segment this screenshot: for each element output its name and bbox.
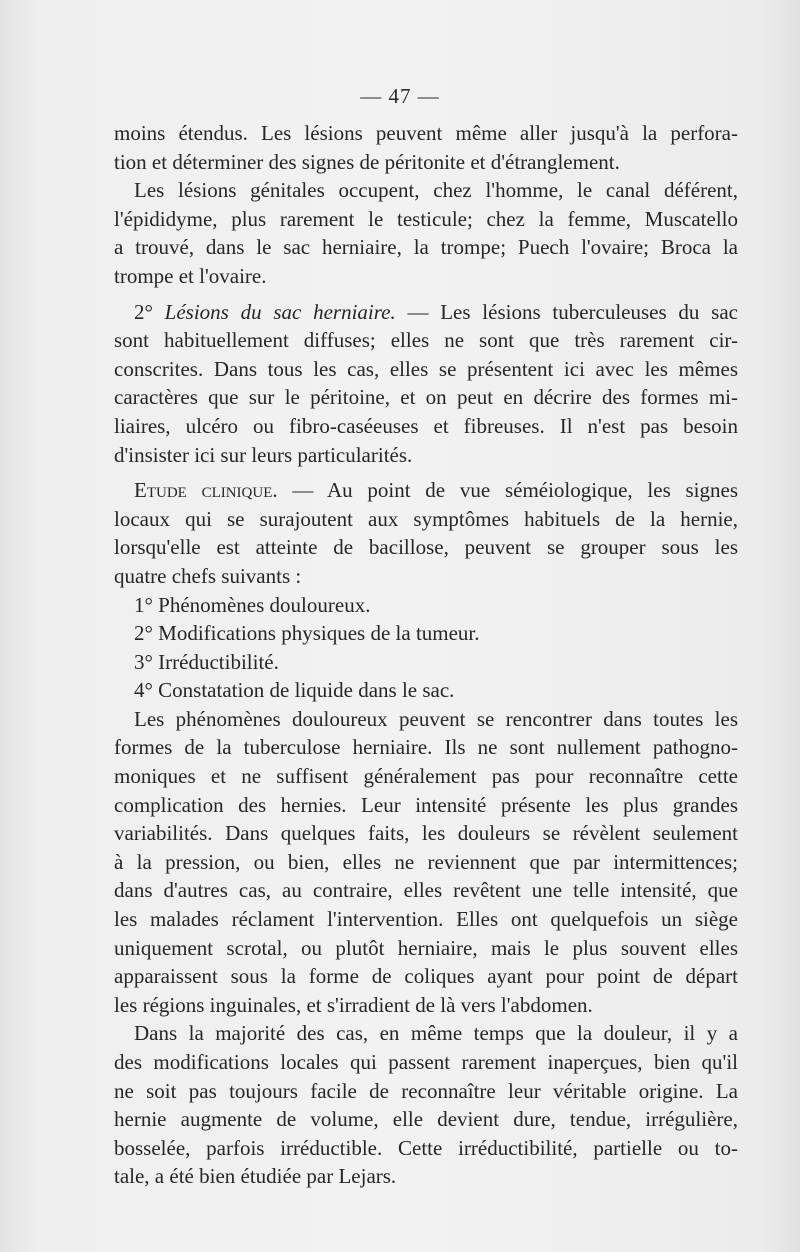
- section-number: 2°: [134, 299, 165, 324]
- text-line: ne soit pas toujours facile de reconnaître leur véritable origine. La: [114, 1078, 738, 1103]
- clinical-heading-line: [114, 476, 738, 505]
- clinical-lead: — Au point de vue séméiologique, les signes: [277, 478, 738, 503]
- text-line: bosselée, parfois irréductible. Cette irréductibilité, partielle ou to-: [114, 1135, 738, 1160]
- text-line: variabilités. Dans quelques faits, les douleurs se révèlent seulement: [114, 821, 738, 846]
- text-line: a trouvé, dans le sac herniaire, la trompe; Puech l'ovaire; Broca la: [114, 235, 738, 260]
- list-item: 1° Phénomènes douloureux.: [134, 592, 371, 617]
- section-title: Lésions du sac herniaire.: [164, 299, 396, 324]
- section-lead: — Les lésions tuberculeuses du sac: [395, 299, 738, 324]
- text-line: locaux qui se surajoutent aux symptômes habituels de la hernie,: [114, 506, 738, 531]
- text-line: formes de la tuberculose herniaire. Ils ne sont nullement pathogno-: [114, 735, 738, 760]
- text-line: conscrites. Dans tous les cas, elles se présentent ici avec les mêmes: [114, 356, 738, 381]
- text-line: les régions inguinales, et s'irradient de là vers l'abdomen.: [114, 992, 593, 1017]
- text-line: l'épididyme, plus rarement le testicule; chez la femme, Muscatello: [114, 206, 738, 231]
- section-heading-line: [114, 298, 738, 327]
- text-line: complication des hernies. Leur intensité présente les plus grandes: [114, 792, 738, 817]
- text-line: d'insister ici sur leurs particularités.: [114, 442, 413, 467]
- text-line: hernie augmente de volume, elle devient dure, tendue, irrégulière,: [114, 1107, 738, 1132]
- text-line: les malades réclament l'intervention. Elles ont quelquefois un siège: [114, 907, 738, 932]
- text-line: Les phénomènes douloureux peuvent se rencontrer dans toutes les: [134, 706, 738, 731]
- text-line: quatre chefs suivants :: [114, 563, 302, 588]
- text-line: trompe et l'ovaire.: [114, 263, 267, 288]
- text-line: des modifications locales qui passent rarement inaperçues, bien qu'il: [114, 1050, 738, 1074]
- text-line: lorsqu'elle est atteinte de bacillose, peuvent se grouper sous les: [114, 535, 738, 560]
- text-line: Les lésions génitales occupent, chez l'homme, le canal déférent,: [134, 178, 738, 203]
- body-text: [114, 119, 738, 1191]
- text-line: Dans la majorité des cas, en même temps que la douleur, il y a: [134, 1021, 738, 1046]
- text-line: tion et déterminer des signes de péritonite et d'étranglement.: [114, 149, 620, 174]
- list-item: 3° Irréductibilité.: [134, 649, 279, 674]
- text-line: moniques et ne suffisent généralement pas pour reconnaître cette: [114, 764, 738, 789]
- text-line: apparaissent sous la forme de coliques ayant pour point de départ: [114, 964, 738, 989]
- text-line: sont habituellement diffuses; elles ne sont que très rarement cir-: [114, 328, 738, 353]
- text-line: tale, a été bien étudiée par Lejars.: [114, 1164, 397, 1189]
- list-item: 2° Modifications physiques de la tumeur.: [134, 621, 480, 646]
- clinical-heading: Etude clinique.: [134, 478, 278, 503]
- list-item: 4° Constatation de liquide dans le sac.: [134, 678, 455, 703]
- text-line: à la pression, ou bien, elles ne reviennent que par intermittences;: [114, 849, 738, 874]
- text-line: moins étendus. Les lésions peuvent même aller jusqu'à la perfora-: [114, 121, 738, 145]
- text-line: dans d'autres cas, au contraire, elles revêtent une telle intensité, que: [114, 878, 738, 903]
- page-number: — 47 —: [360, 84, 440, 108]
- text-line: uniquement scrotal, ou plutôt herniaire, mais le plus souvent elles: [114, 935, 738, 960]
- text-line: liaires, ulcéro ou fibro-caséeuses et fibreuses. Il n'est pas besoin: [114, 413, 738, 438]
- text-line: caractères que sur le péritoine, et on peut en décrire des formes mi-: [114, 385, 738, 410]
